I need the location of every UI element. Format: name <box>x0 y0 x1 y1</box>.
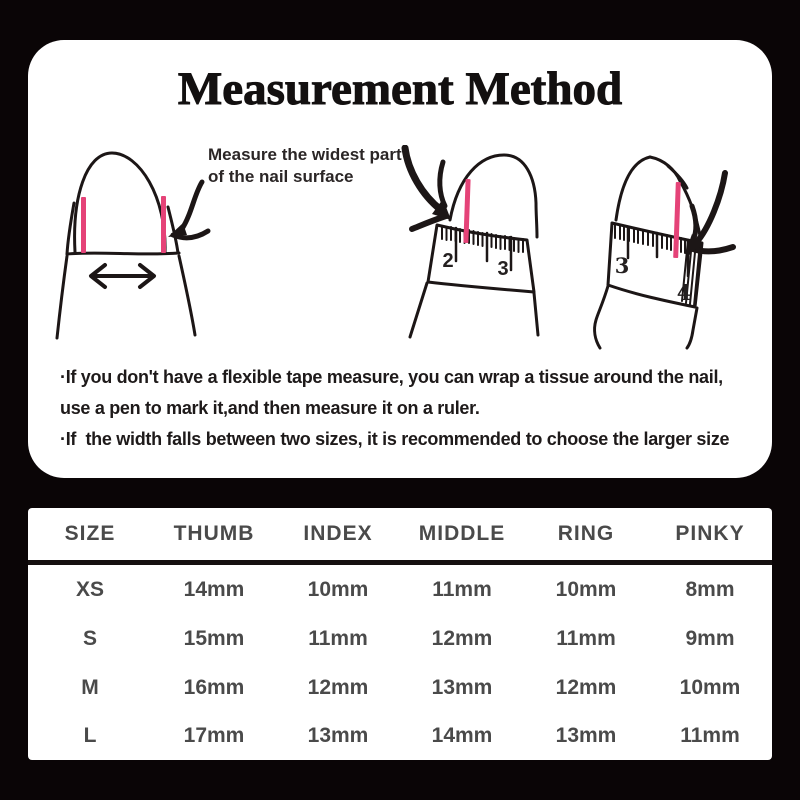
pointer-arrow <box>405 148 451 229</box>
header-row <box>28 508 772 562</box>
ruler-measure-diagram-1 <box>398 145 568 350</box>
measurement-cell: 11mm <box>432 577 492 601</box>
annotation-text <box>208 144 402 188</box>
table-row-m <box>28 664 772 712</box>
size-chart-card <box>28 508 772 760</box>
measurement-cell: 8mm <box>685 577 735 601</box>
finger-left-edge <box>67 203 74 254</box>
size-label-cell: L <box>83 723 97 747</box>
measurement-cell: 13mm <box>307 723 369 747</box>
column-header-size: SIZE <box>28 508 152 562</box>
width-double-arrow <box>91 265 154 287</box>
finger-body-left <box>57 256 67 338</box>
measurement-cell: 9mm <box>685 627 735 651</box>
size-label-cell: M <box>81 675 99 699</box>
column-header-index: INDEX <box>276 508 400 562</box>
finger-body-right <box>534 293 538 335</box>
measurement-cell: 13mm <box>431 675 493 699</box>
measurement-cell: 13mm <box>555 723 617 747</box>
annotation-line-2: of the nail surface <box>208 167 354 186</box>
ruler-number: 3 <box>614 253 630 278</box>
pink-measure-line-left <box>81 197 86 253</box>
instruction-line: ·If the width falls between two sizes, it is recommended to choose the larger size <box>60 429 730 449</box>
measurement-cell: 14mm <box>183 577 245 601</box>
table-row-s <box>28 615 772 663</box>
instructions <box>60 362 729 455</box>
size-chart-table <box>28 508 772 760</box>
ruler-number: 2 <box>442 250 454 272</box>
measurement-cell: 11mm <box>680 723 740 747</box>
measurement-cell: 10mm <box>307 577 369 601</box>
measurement-cell: 10mm <box>555 577 617 601</box>
finger-body-right <box>687 308 697 348</box>
size-label-cell: S <box>82 627 97 651</box>
table-row-xs <box>28 562 772 615</box>
pink-measure-line-right <box>161 196 166 253</box>
finger-body-left <box>410 283 427 337</box>
column-header-ring: RING <box>524 508 648 562</box>
measurement-cell: 15mm <box>183 627 245 651</box>
column-header-middle: MIDDLE <box>400 508 524 562</box>
size-label-cell: XS <box>75 577 104 601</box>
nail-width-diagram <box>55 135 225 350</box>
instruction-line: ·If you don't have a flexible tape measure, you can wrap a tissue around the nail, <box>60 367 723 387</box>
measurement-method-card <box>28 40 772 478</box>
measurement-cell: 12mm <box>555 675 617 699</box>
annotation-line-1: Measure the widest part <box>208 145 402 164</box>
measurement-cell: 10mm <box>679 675 741 699</box>
pointer-arrow <box>685 173 733 254</box>
nail-outline <box>75 153 166 253</box>
finger-body-right <box>179 256 195 335</box>
cuticle-line <box>67 253 179 254</box>
finger-body-left <box>595 286 608 348</box>
ruler-measure-diagram-2 <box>585 148 755 358</box>
column-header-thumb: THUMB <box>152 508 276 562</box>
table-row-l <box>28 712 772 760</box>
ruler-number: 4 <box>676 280 692 305</box>
ruler-number: 3 <box>497 258 509 280</box>
fingertip-left <box>616 157 650 220</box>
fingertip-outline <box>450 155 537 237</box>
size-chart-header <box>28 508 772 562</box>
measurement-cell: 12mm <box>431 627 493 651</box>
measurement-cell: 11mm <box>556 627 616 651</box>
size-chart-body <box>28 562 772 760</box>
measurement-cell: 16mm <box>183 675 245 699</box>
measurement-cell: 14mm <box>431 723 493 747</box>
page-title: Measurement Method <box>177 63 623 115</box>
measurement-cell: 11mm <box>308 627 368 651</box>
column-header-pinky: PINKY <box>648 508 772 562</box>
measurement-cell: 12mm <box>307 675 369 699</box>
instruction-line: use a pen to mark it,and then measure it on a ruler. <box>60 398 480 418</box>
measurement-cell: 17mm <box>183 723 245 747</box>
